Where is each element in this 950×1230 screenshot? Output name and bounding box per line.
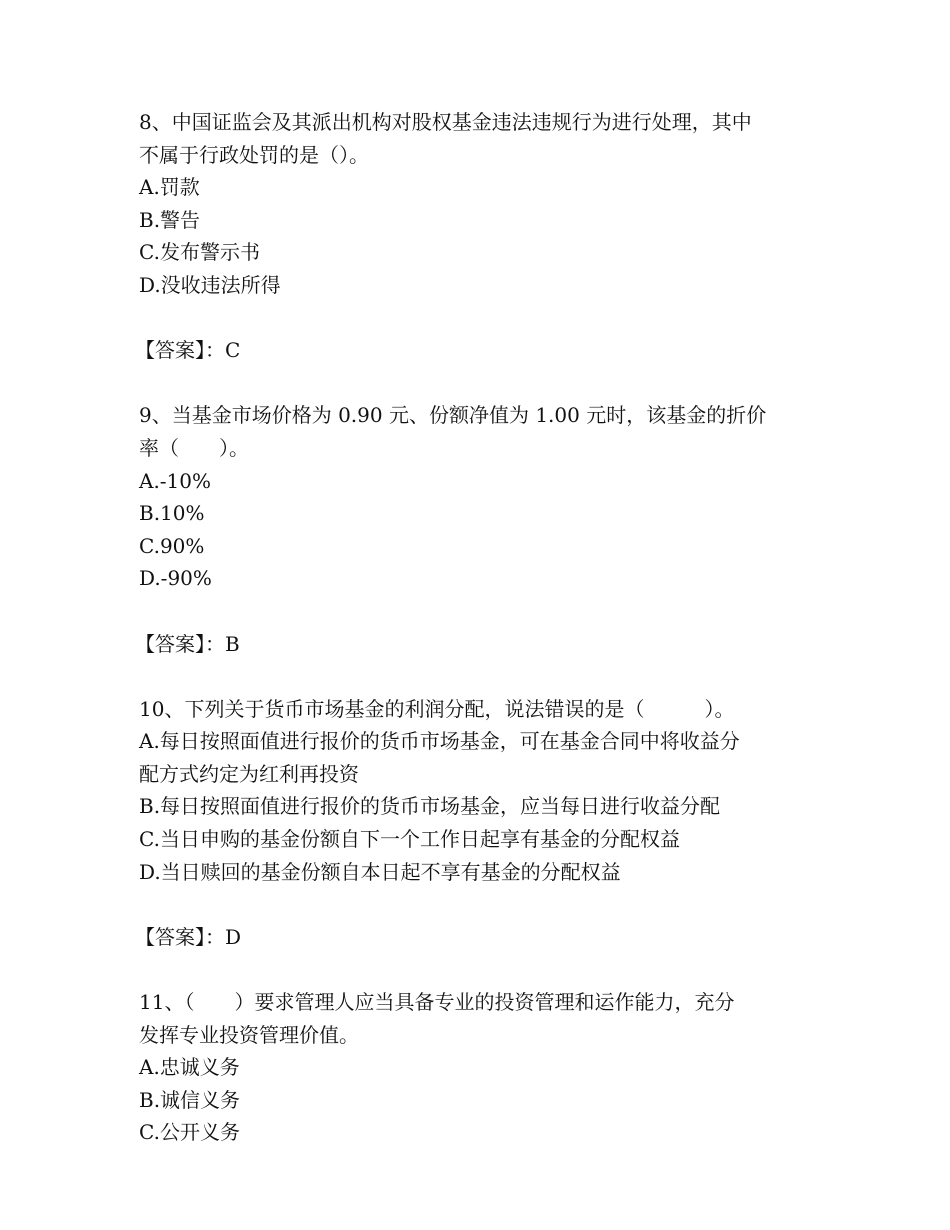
question-9 [135,399,830,660]
option-b: B.诚信义务 [139,1087,241,1112]
option-a-continued: 配方式约定为红利再投资 [139,761,359,786]
option-c: C.90% [139,533,205,558]
option-d: D.没收违法所得 [139,272,281,297]
option-c: C.公开义务 [139,1120,240,1145]
option-a: A.忠诚义务 [139,1055,240,1080]
question-stem-line: 9、当基金市场价格为 0.90 元、份额净值为 1.00 元时，该基金的折价 [139,403,767,428]
option-a: A.罚款 [139,175,200,200]
question-10 [135,693,830,954]
option-c: C.发布警示书 [139,240,260,265]
option-b: B.每日按照面值进行报价的货币市场基金，应当每日进行收益分配 [139,794,721,819]
question-stem-line: 率（ ）。 [139,435,249,460]
question-stem-line: 11、（ ）要求管理人应当具备专业的投资管理和运作能力，充分 [139,990,735,1015]
question-stem-line: 不属于行政处罚的是（）。 [139,142,369,167]
answer-line: 【答案】：B [135,631,240,656]
answer-line: 【答案】：D [135,924,242,949]
option-d: D.当日赎回的基金份额自本日起不享有基金的分配权益 [139,859,621,884]
option-b: B.警告 [139,207,201,232]
option-a: A.每日按照面值进行报价的货币市场基金，可在基金合同中将收益分 [139,729,740,754]
option-c: C.当日申购的基金份额自下一个工作日起享有基金的分配权益 [139,827,680,852]
option-b: B.10% [139,501,205,526]
question-stem-line: 10、下列关于货币市场基金的利润分配，说法错误的是（ ）。 [139,696,735,721]
question-8 [135,106,830,367]
option-d: D.-90% [139,566,212,591]
question-stem-line: 发挥专业投资管理价值。 [139,1022,359,1047]
option-a: A.-10% [139,468,212,493]
answer-line: 【答案】：C [135,338,241,363]
question-stem-line: 8、中国证监会及其派出机构对股权基金违法违规行为进行处理，其中 [139,110,752,134]
question-11 [139,986,830,1149]
